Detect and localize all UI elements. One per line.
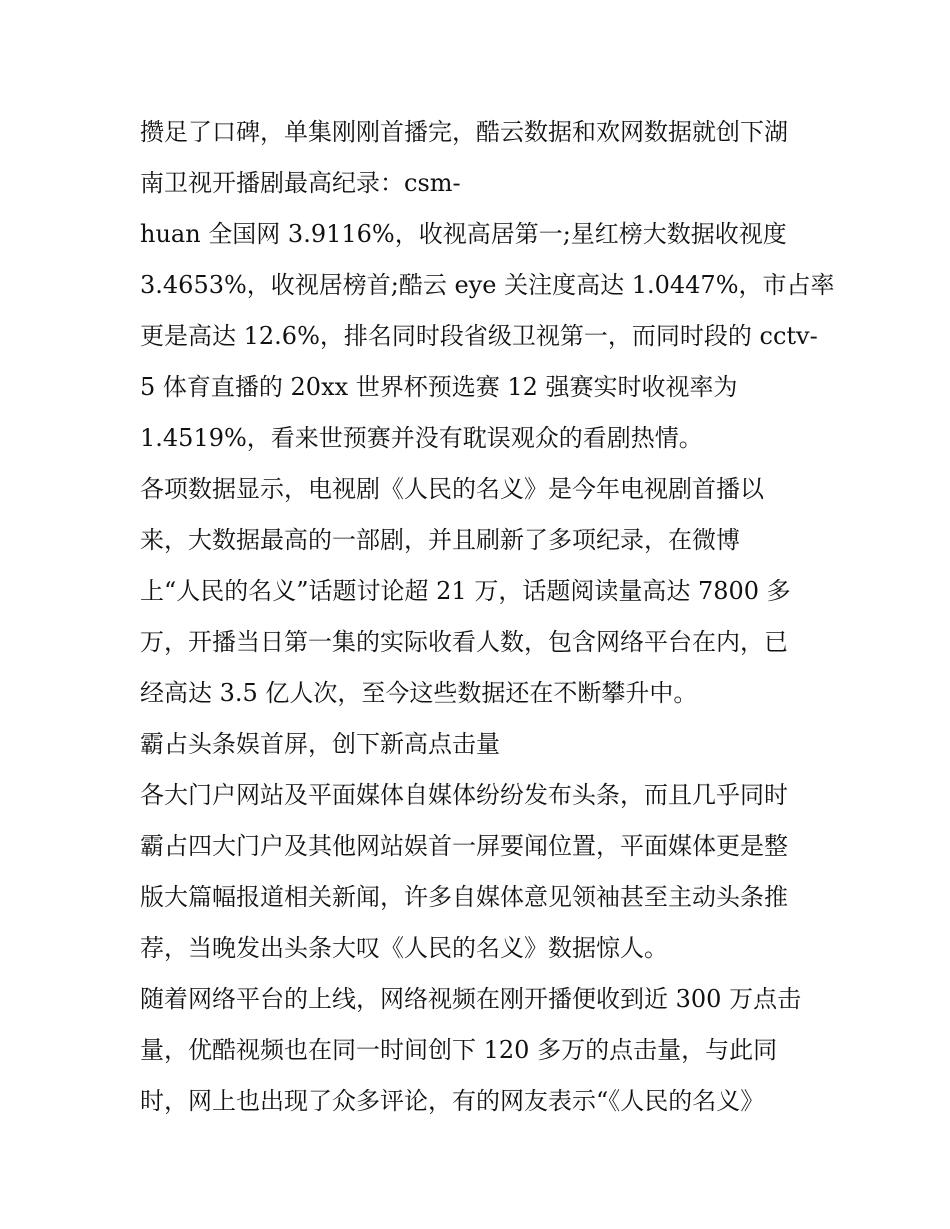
text-line: 霸占四大门户及其他网站娱首一屏要闻位置，平面媒体更是整 (140, 832, 788, 860)
text-line: 南卫视开播剧最高纪录：csm- (140, 169, 461, 197)
text-line: 上“人民的名义”话题讨论超 21 万，话题阅读量高达 7800 多 (140, 577, 791, 605)
section-heading: 霸占头条娱首屏，创下新高点击量 (140, 730, 500, 758)
text-line: 量，优酷视频也在同一时间创下 120 多万的点击量，与此同 (140, 1036, 778, 1064)
text-line: 随着网络平台的上线，网络视频在刚开播便收到近 300 万点击 (140, 985, 802, 1013)
text-line: huan 全国网 3.9116%，收视高居第一;星红榜大数据收视度 (140, 220, 787, 248)
text-line: 版大篇幅报道相关新闻，许多自媒体意见领袖甚至主动头条推 (140, 883, 788, 911)
text-line: 荐，当晚发出头条大叹《人民的名义》数据惊人。 (140, 934, 668, 962)
text-line: 来，大数据最高的一部剧，并且刷新了多项纪录，在微博 (140, 526, 740, 554)
body-text (140, 107, 835, 1127)
text-line: 5 体育直播的 20xx 世界杯预选赛 12 强赛实时收视率为 (140, 373, 738, 401)
text-line: 攒足了口碑，单集刚刚首播完，酷云数据和欢网数据就创下湖 (140, 118, 788, 146)
text-line: 各项数据显示，电视剧《人民的名义》是今年电视剧首播以 (140, 475, 764, 503)
text-line: 时，网上也出现了众多评论，有的网友表示“《人民的名义》 (140, 1087, 765, 1115)
text-line: 1.4519%，看来世预赛并没有耽误观众的看剧热情。 (140, 424, 703, 452)
text-line: 万，开播当日第一集的实际收看人数，包含网络平台在内，已 (140, 628, 788, 656)
text-line: 更是高达 12.6%，排名同时段省级卫视第一，而同时段的 cctv- (140, 322, 818, 350)
text-line: 经高达 3.5 亿人次，至今这些数据还在不断攀升中。 (140, 679, 698, 707)
text-line: 3.4653%，收视居榜首;酷云 eye 关注度高达 1.0447%，市占率 (140, 271, 835, 299)
text-line: 各大门户网站及平面媒体自媒体纷纷发布头条，而且几乎同时 (140, 781, 788, 809)
